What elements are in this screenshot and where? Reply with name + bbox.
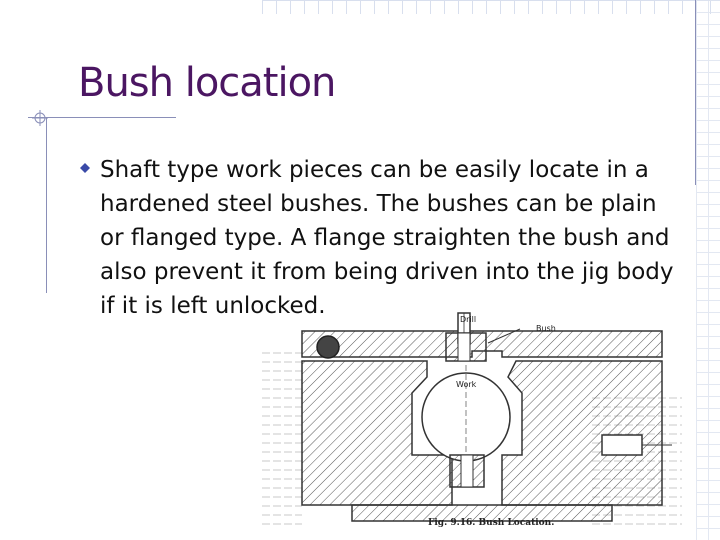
crosshair-icon <box>32 110 48 126</box>
faded-background-text-left <box>262 345 302 525</box>
title-underline <box>28 117 176 118</box>
figure-caption: Fig. 9.16. Bush Location. <box>428 518 555 528</box>
decorative-line-right <box>695 0 696 185</box>
bullet-text: Shaft type work pieces can be easily locate in a hardened steel bushes. The bushes can be plain or flanged type. A flange straighten the bush and also prevent it from being driven into the jig body if it is left unlocked. <box>100 157 674 319</box>
label-drill: Drill <box>460 315 477 324</box>
bullet-icon <box>80 163 90 173</box>
bush-location-figure <box>262 305 720 540</box>
decorative-line-left <box>46 118 47 293</box>
slide-title: Bush location <box>78 60 336 106</box>
label-work: Work <box>456 380 477 389</box>
bush-bore <box>458 333 470 361</box>
clamp-knob <box>317 336 339 358</box>
side-screw <box>602 435 642 455</box>
decorative-grid-top <box>262 0 720 14</box>
jig-body-right <box>502 361 662 505</box>
lower-bush-bore <box>461 455 473 487</box>
label-bush: Bush <box>536 324 556 333</box>
